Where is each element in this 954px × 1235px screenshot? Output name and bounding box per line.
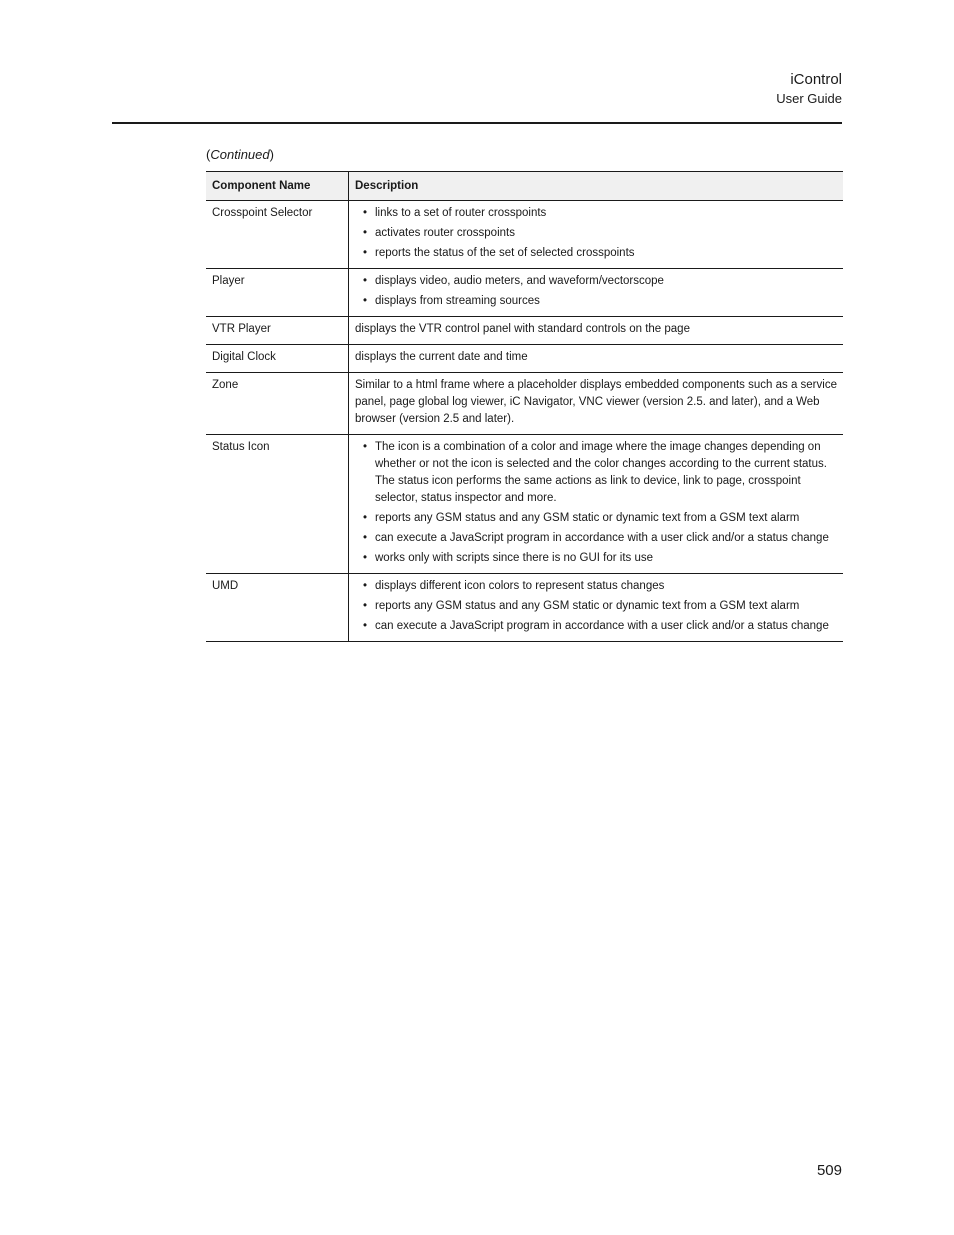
description-bullet-list: [355, 578, 843, 635]
component-name-cell: UMD: [206, 574, 349, 642]
component-name-cell: Zone: [206, 373, 349, 435]
bullet-text: displays different icon colors to represent status changes: [375, 580, 665, 592]
table-row: [206, 373, 843, 435]
description-cell: [349, 317, 844, 345]
component-name-cell: Status Icon: [206, 435, 349, 574]
table-row: [206, 345, 843, 373]
header-rule: [112, 122, 842, 124]
description-bullet-item: [355, 205, 843, 222]
bullet-icon: •: [363, 207, 368, 219]
bullet-text: activates router crosspoints: [375, 227, 515, 239]
bullet-text: links to a set of router crosspoints: [375, 207, 547, 219]
description-bullet-list: [355, 273, 843, 310]
description-bullet-item: [355, 273, 843, 290]
description-bullet-item: [355, 598, 843, 615]
description-cell: [349, 373, 844, 435]
bullet-icon: •: [363, 441, 368, 453]
table-header-row: [206, 172, 843, 201]
description-bullet-item: [355, 578, 843, 595]
running-header: [776, 70, 842, 108]
bullet-icon: •: [363, 247, 368, 259]
bullet-icon: •: [363, 512, 368, 524]
table-body: [206, 201, 843, 642]
description-cell: [349, 345, 844, 373]
bullet-text: displays video, audio meters, and waveform/vectorscope: [375, 275, 664, 287]
document-subtitle: User Guide: [776, 91, 842, 106]
component-name-cell: Crosspoint Selector: [206, 201, 349, 269]
description-cell: [349, 574, 844, 642]
continued-word: Continued: [210, 147, 270, 162]
description-bullet-item: [355, 245, 843, 262]
description-text: displays the VTR control panel with standard controls on the page: [355, 323, 690, 335]
bullet-text: works only with scripts since there is no GUI for its use: [375, 552, 654, 564]
description-bullet-list: [355, 205, 843, 262]
bullet-icon: •: [363, 227, 368, 239]
continued-close-paren: ): [269, 147, 274, 162]
bullet-icon: •: [363, 600, 368, 612]
description-bullet-item: [355, 618, 843, 635]
product-name: iControl: [790, 71, 842, 88]
component-name-cell: Player: [206, 269, 349, 317]
column-header-component-name: Component Name: [206, 172, 349, 201]
bullet-icon: •: [363, 295, 368, 307]
bullet-text: reports any GSM status and any GSM static or dynamic text from a GSM text alarm: [375, 512, 800, 524]
description-cell: [349, 435, 844, 574]
component-name-cell: VTR Player: [206, 317, 349, 345]
description-cell: [349, 201, 844, 269]
bullet-icon: •: [363, 552, 368, 564]
description-bullet-item: [355, 439, 843, 507]
description-bullet-item: [355, 530, 843, 547]
description-bullet-item: [355, 510, 843, 527]
bullet-icon: •: [363, 580, 368, 592]
page-number: 509: [816, 1162, 842, 1179]
bullet-text: The icon is a combination of a color and image where the image changes depending on whether or not the icon is selected and the color changes according to the current status. The status icon performs the same actions as link to device, link to page, crosspoint selector, status inspector and more.: [375, 441, 827, 504]
description-bullet-item: [355, 293, 843, 310]
bullet-text: can execute a JavaScript program in accordance with a user click and/or a status change: [375, 532, 829, 544]
bullet-text: can execute a JavaScript program in accordance with a user click and/or a status change: [375, 620, 829, 632]
column-header-description: Description: [349, 172, 844, 201]
bullet-icon: •: [363, 532, 368, 544]
continued-open-paren: (: [206, 147, 211, 162]
description-text: displays the current date and time: [355, 351, 528, 363]
description-cell: [349, 269, 844, 317]
description-text: Similar to a html frame where a placeholder displays embedded components such as a service panel, page global log viewer, iC Navigator, VNC viewer (version 2.5. and later), and a Web browser (version 2.5 and later).: [355, 379, 837, 425]
table-row: [206, 574, 843, 642]
table-row: [206, 269, 843, 317]
table-row: [206, 201, 843, 269]
continued-label: [206, 146, 274, 164]
description-bullet-item: [355, 550, 843, 567]
bullet-icon: •: [363, 620, 368, 632]
bullet-text: reports the status of the set of selected crosspoints: [375, 247, 635, 259]
component-name-cell: Digital Clock: [206, 345, 349, 373]
table-row: [206, 435, 843, 574]
components-table: [206, 171, 843, 642]
bullet-icon: •: [363, 275, 368, 287]
description-bullet-list: [355, 439, 843, 567]
bullet-text: displays from streaming sources: [375, 295, 540, 307]
table-row: [206, 317, 843, 345]
description-bullet-item: [355, 225, 843, 242]
bullet-text: reports any GSM status and any GSM static or dynamic text from a GSM text alarm: [375, 600, 800, 612]
